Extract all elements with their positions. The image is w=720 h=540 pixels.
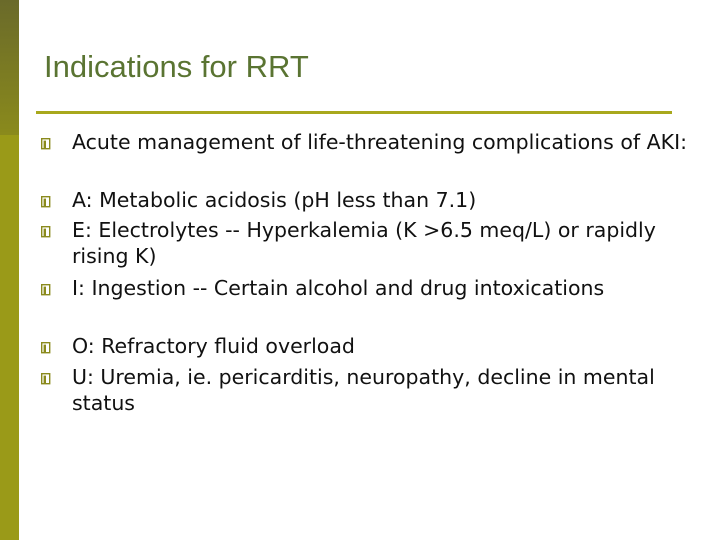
bullet-item (72, 365, 692, 416)
bullet-text: I: Ingestion -- Certain alcohol and drug intoxications (72, 276, 605, 300)
hollow-square-bullet-icon (41, 342, 52, 354)
hollow-square-bullet-icon (41, 284, 52, 296)
bullet-item (72, 188, 692, 214)
bullet-text: A: Metabolic acidosis (pH less than 7.1) (72, 188, 477, 212)
slide-title: Indications for RRT (44, 49, 309, 84)
bullet-item (72, 218, 692, 269)
hollow-square-bullet-icon (41, 373, 52, 385)
hollow-square-bullet-icon (41, 196, 52, 208)
hollow-square-bullet-icon (41, 226, 52, 238)
bullet-text: Acute management of life-threatening complications of AKI: (72, 130, 688, 154)
bullet-text: U: Uremia, ie. pericarditis, neuropathy, decline in mental status (72, 365, 655, 415)
bullet-item (72, 334, 692, 360)
bullet-text: O: Refractory fluid overload (72, 334, 355, 358)
bullet-item (72, 130, 692, 156)
bullet-item (72, 276, 692, 302)
bullet-text: E: Electrolytes -- Hyperkalemia (K >6.5 meq/L) or rapidly rising K) (72, 218, 656, 268)
hollow-square-bullet-icon (41, 138, 52, 150)
